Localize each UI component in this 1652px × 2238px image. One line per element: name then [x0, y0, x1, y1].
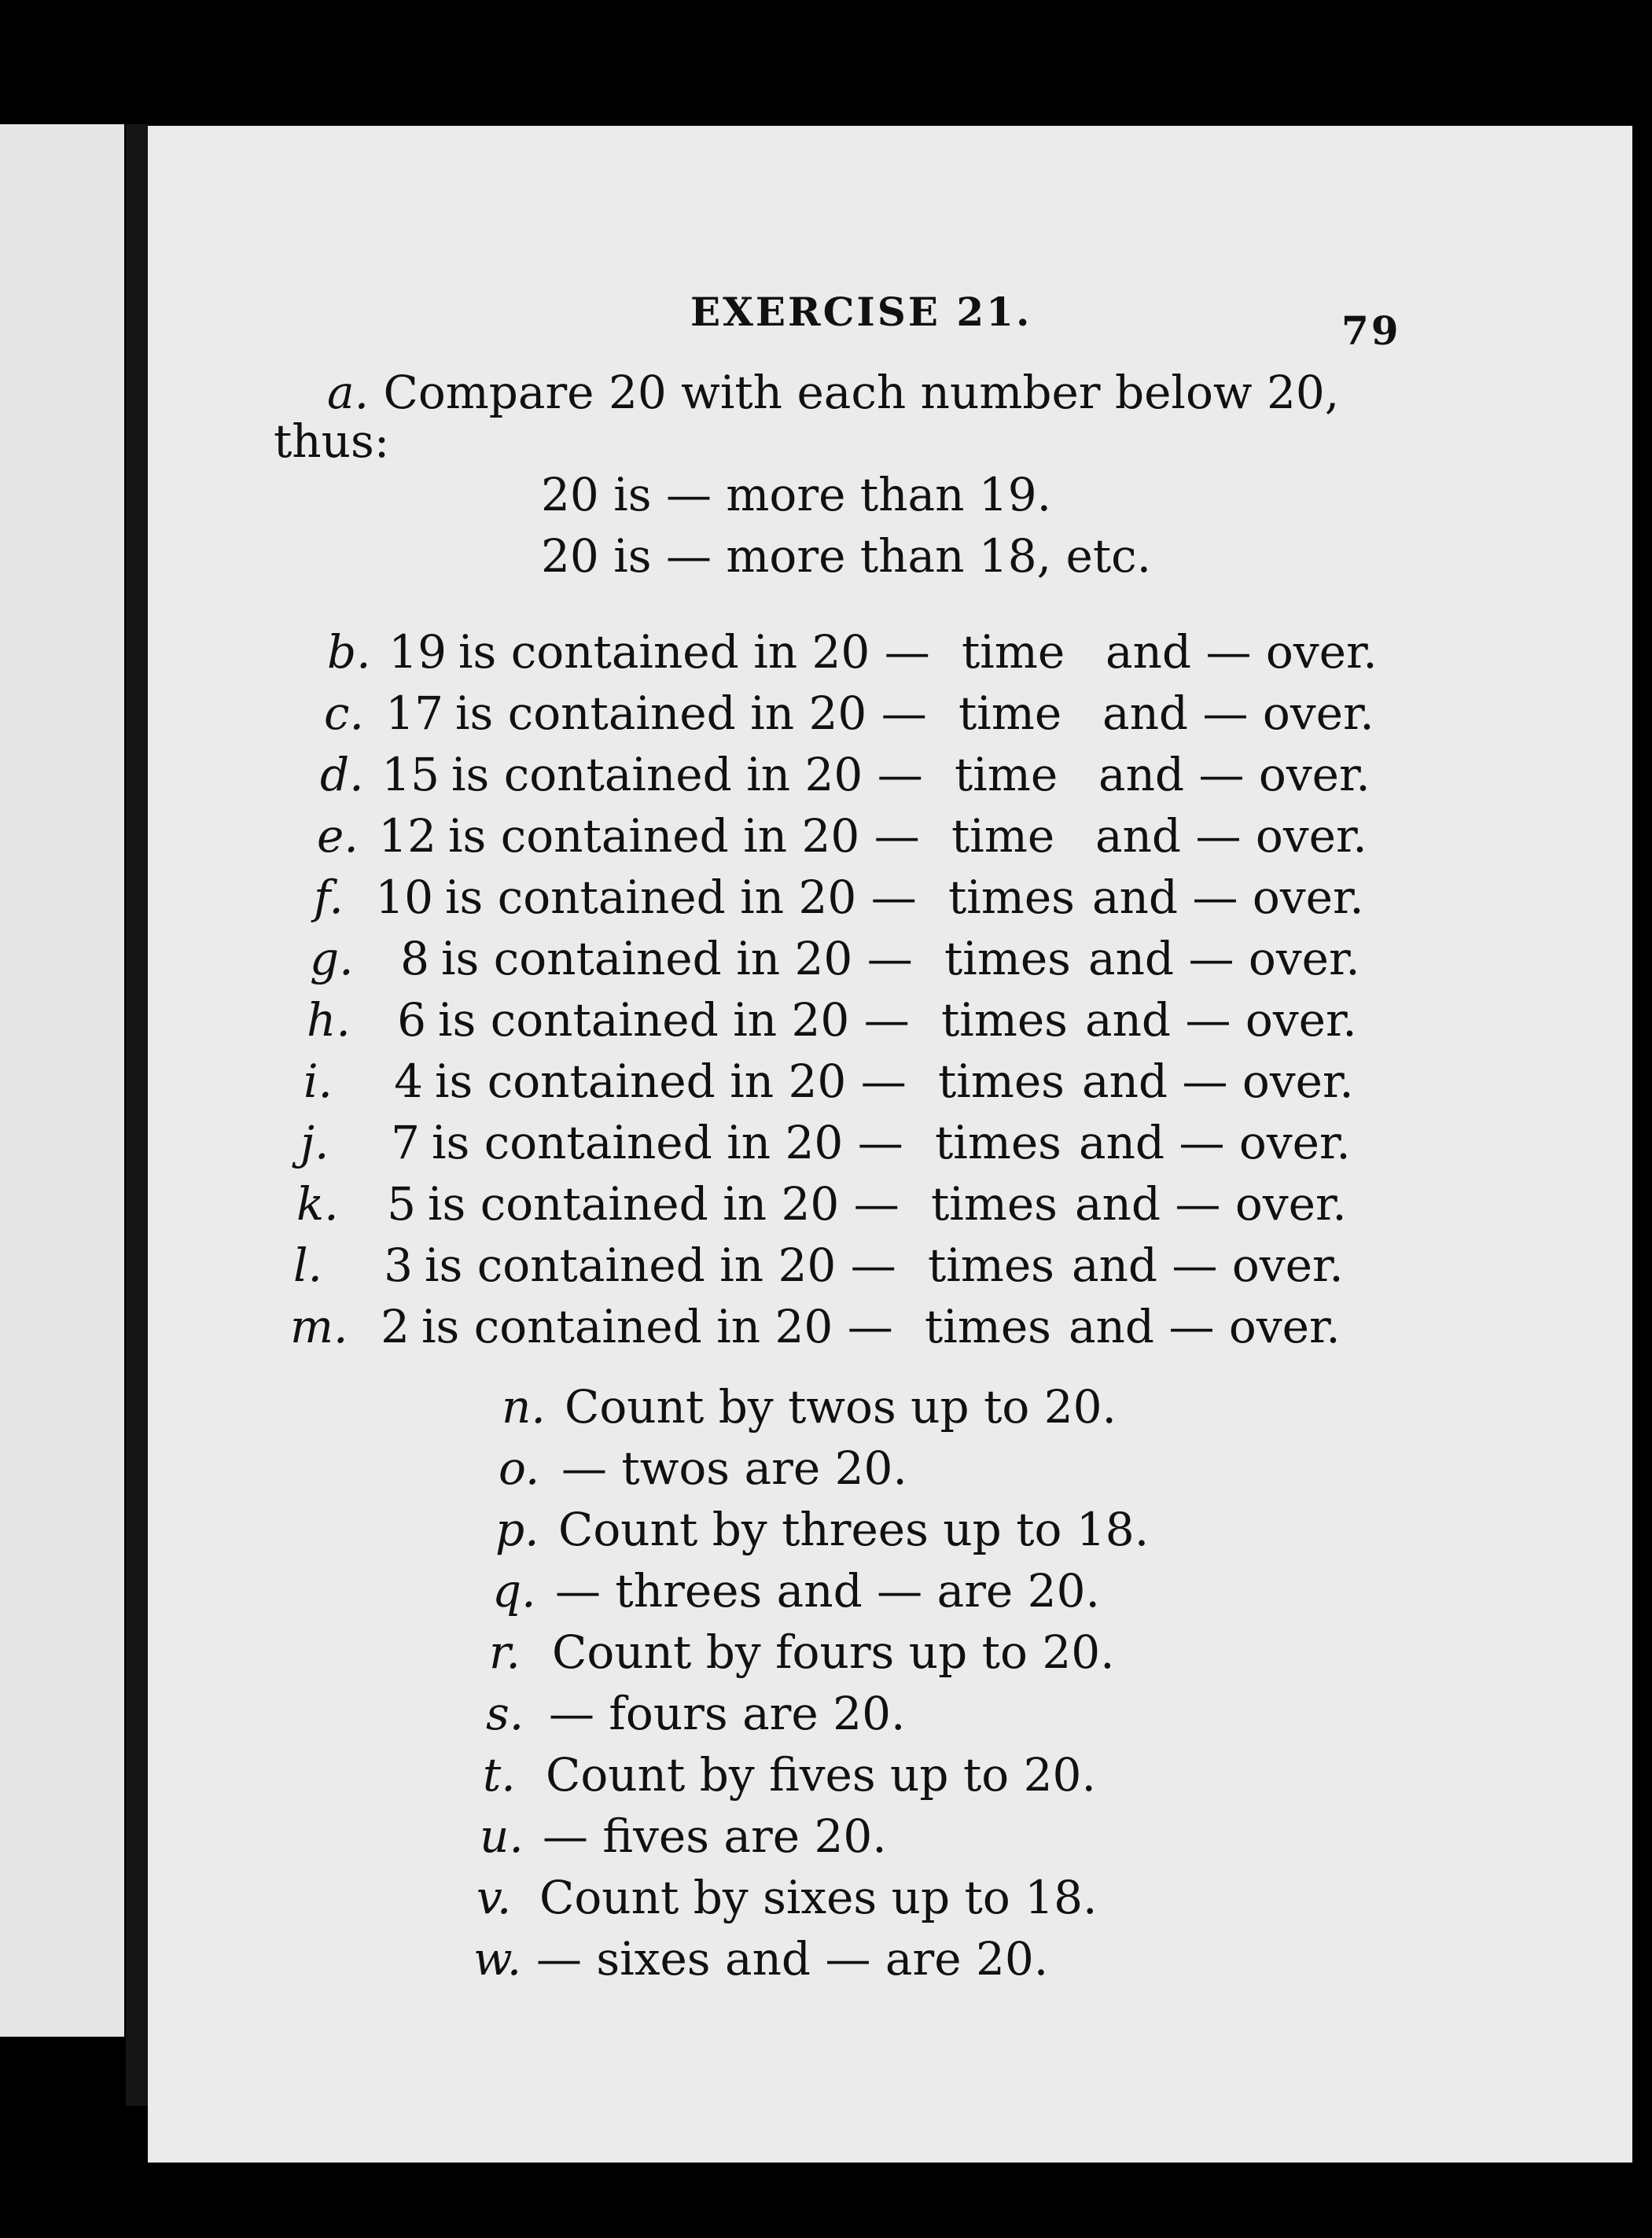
part-a-example-1: 20 is — more than 19. [541, 468, 1052, 521]
item-number: 3 [384, 1239, 413, 1292]
left-page-edge [0, 124, 124, 2037]
item-label: g. [310, 932, 354, 985]
item-text: Count by threes up to 18. [558, 1503, 1150, 1556]
contained-phrase: is contained in 20 — [421, 1300, 893, 1353]
item-label: h. [307, 993, 351, 1047]
item-label: a. [327, 366, 370, 419]
item-text: Count by sixes up to 18. [539, 1871, 1098, 1924]
contained-phrase: is contained in 20 — [432, 1116, 903, 1169]
contained-phrase: is contained in 20 — [451, 748, 923, 801]
item-unit: times [928, 1239, 1054, 1292]
item-number: 10 [375, 871, 433, 924]
contained-phrase: is contained in 20 — [445, 871, 917, 924]
exercise-title: EXERCISE 21. [690, 289, 1032, 335]
contained-phrase: is contained in 20 — [448, 809, 920, 863]
item-label: c. [324, 686, 364, 740]
contained-tail: and — over. [1069, 1300, 1341, 1353]
item-text: — threes and — are 20. [555, 1564, 1100, 1618]
item-unit: times [938, 1055, 1065, 1108]
part-a-text: Compare 20 with each number below 20, [383, 366, 1340, 419]
item-label: w. [473, 1932, 522, 1986]
item-number: 15 [381, 748, 440, 801]
item-label: n. [502, 1380, 546, 1434]
item-number: 2 [381, 1300, 410, 1353]
item-number: 12 [378, 809, 436, 863]
item-label: j. [300, 1116, 329, 1169]
item-label: i. [304, 1055, 333, 1108]
contained-tail: and — over. [1095, 809, 1367, 863]
item-number: 7 [391, 1116, 420, 1169]
contained-tail: and — over. [1072, 1239, 1344, 1292]
contained-phrase: is contained in 20 — [438, 993, 910, 1047]
item-label: b. [327, 625, 371, 679]
item-number: 17 [385, 686, 443, 740]
contained-tail: and — over. [1098, 748, 1371, 801]
item-label: s. [486, 1687, 524, 1740]
contained-tail: and — over. [1106, 625, 1378, 679]
contained-phrase: is contained in 20 — [428, 1177, 900, 1231]
item-label: p. [495, 1503, 539, 1556]
item-label: d. [320, 748, 364, 801]
item-number: 4 [394, 1055, 423, 1108]
item-text: Count by fours up to 20. [552, 1625, 1115, 1679]
contained-tail: and — over. [1079, 1116, 1351, 1169]
item-unit: time [955, 748, 1058, 801]
item-number: 5 [387, 1177, 416, 1231]
item-label: f. [314, 871, 344, 924]
item-unit: time [958, 686, 1062, 740]
item-unit: times [944, 932, 1071, 985]
item-label: k. [296, 1177, 339, 1231]
item-number: 8 [400, 932, 429, 985]
item-label: e. [317, 809, 359, 863]
part-a-line1 [327, 366, 1340, 419]
item-unit: times [948, 871, 1075, 924]
book-spine [126, 124, 148, 2106]
item-unit: times [935, 1116, 1061, 1169]
item-label: l. [293, 1239, 322, 1292]
item-text: — sixes and — are 20. [536, 1932, 1049, 1986]
contained-tail: and — over. [1088, 932, 1360, 985]
item-label: q. [492, 1564, 536, 1618]
item-label: r. [489, 1625, 521, 1679]
part-a-line2: thus: [274, 414, 390, 468]
item-number: 19 [388, 625, 447, 679]
contained-tail: and — over. [1102, 686, 1374, 740]
contained-phrase: is contained in 20 — [458, 625, 930, 679]
part-a-example-2: 20 is — more than 18, etc. [541, 529, 1152, 583]
contained-tail: and — over. [1082, 1055, 1354, 1108]
page-number: 79 [1341, 307, 1401, 354]
item-label: u. [480, 1809, 524, 1863]
book-page [148, 126, 1632, 2163]
contained-tail: and — over. [1075, 1177, 1347, 1231]
item-label: o. [499, 1441, 540, 1495]
item-unit: times [925, 1300, 1051, 1353]
contained-tail: and — over. [1085, 993, 1357, 1047]
contained-phrase: is contained in 20 — [435, 1055, 907, 1108]
contained-phrase: is contained in 20 — [425, 1239, 896, 1292]
item-text: — twos are 20. [561, 1441, 907, 1495]
item-label: m. [290, 1300, 348, 1353]
item-text: Count by twos up to 20. [565, 1380, 1117, 1434]
item-label: t. [483, 1748, 516, 1802]
item-unit: time [962, 625, 1065, 679]
item-text: — fives are 20. [543, 1809, 887, 1863]
contained-tail: and — over. [1092, 871, 1364, 924]
item-unit: time [951, 809, 1055, 863]
item-text: — fours are 20. [549, 1687, 906, 1740]
item-label: v. [476, 1871, 512, 1924]
item-text: Count by fives up to 20. [546, 1748, 1096, 1802]
item-number: 6 [397, 993, 426, 1047]
contained-phrase: is contained in 20 — [441, 932, 913, 985]
item-unit: times [931, 1177, 1058, 1231]
contained-phrase: is contained in 20 — [455, 686, 927, 740]
item-unit: times [941, 993, 1068, 1047]
